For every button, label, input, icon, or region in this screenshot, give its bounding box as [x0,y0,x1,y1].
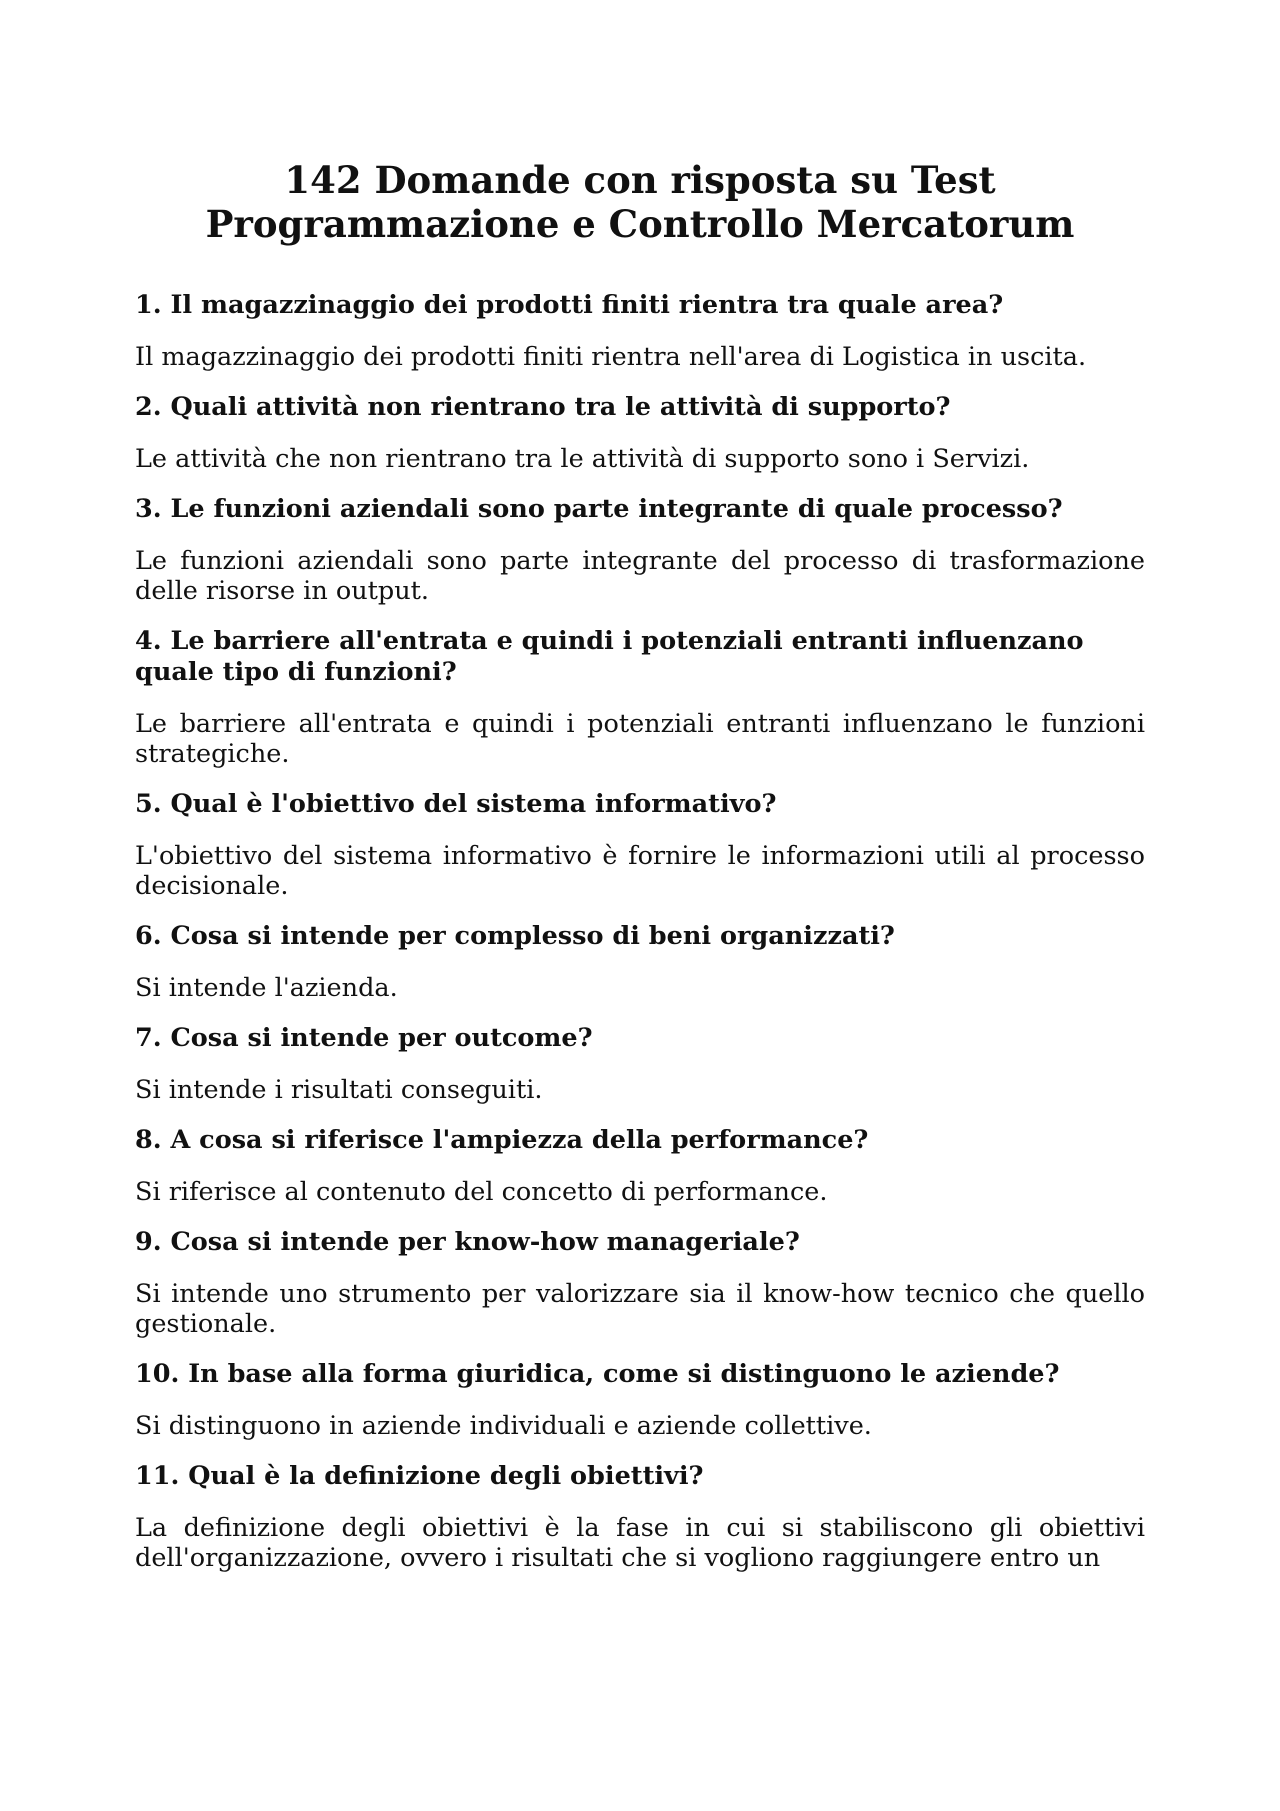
question: 3. Le funzioni aziendali sono parte integrante di quale processo? [135,494,1063,524]
question: 11. Qual è la definizione degli obiettivi? [135,1461,704,1491]
answer: La definizione degli obiettivi è la fase in cui si stabiliscono gli obiettivi dell'organizzazione, ovvero i risultati che si vogliono raggiungere entro un [135,1513,1145,1573]
answer: Si intende l'azienda. [135,973,398,1003]
question: 6. Cosa si intende per complesso di beni organizzati? [135,921,895,951]
qa-item [135,290,1145,372]
qa-item [135,1359,1145,1441]
answer: Si intende uno strumento per valorizzare sia il know-how tecnico che quello gestionale. [135,1279,1145,1339]
answer: Le barriere all'entrata e quindi i potenziali entranti influenzano le funzioni strategiche. [135,709,1145,769]
question: 1. Il magazzinaggio dei prodotti finiti rientra tra quale area? [135,290,1004,320]
question: 4. Le barriere all'entrata e quindi i potenziali entranti influenzano quale tipo di funzioni? [135,626,1084,687]
answer: Il magazzinaggio dei prodotti finiti rientra nell'area di Logistica in uscita. [135,342,1087,372]
answer: L'obiettivo del sistema informativo è fornire le informazioni utili al processo decisionale. [135,841,1145,901]
qa-item [135,494,1145,606]
qa-item [135,921,1145,1003]
qa-item [135,392,1145,474]
qa-item [135,789,1145,901]
qa-item [135,626,1145,769]
qa-item [135,1023,1145,1105]
question: 9. Cosa si intende per know-how manageriale? [135,1227,800,1257]
question: 5. Qual è l'obiettivo del sistema informativo? [135,789,777,819]
qa-list [135,290,1145,1593]
qa-item [135,1125,1145,1207]
page-title: 142 Domande con risposta su Test Programmazione e Controllo Mercatorum [205,158,1075,246]
question: 10. In base alla forma giuridica, come si distinguono le aziende? [135,1359,1060,1389]
answer: Si riferisce al contenuto del concetto di performance. [135,1177,828,1207]
qa-item [135,1461,1145,1573]
answer: Le funzioni aziendali sono parte integrante del processo di trasformazione delle risorse in output. [135,546,1145,606]
answer: Si intende i risultati conseguiti. [135,1075,543,1105]
qa-item [135,1227,1145,1339]
answer: Le attività che non rientrano tra le attività di supporto sono i Servizi. [135,444,1030,474]
question: 8. A cosa si riferisce l'ampiezza della performance? [135,1125,869,1155]
answer: Si distinguono in aziende individuali e aziende collettive. [135,1411,872,1441]
question: 7. Cosa si intende per outcome? [135,1023,593,1053]
question: 2. Quali attività non rientrano tra le attività di supporto? [135,392,951,422]
